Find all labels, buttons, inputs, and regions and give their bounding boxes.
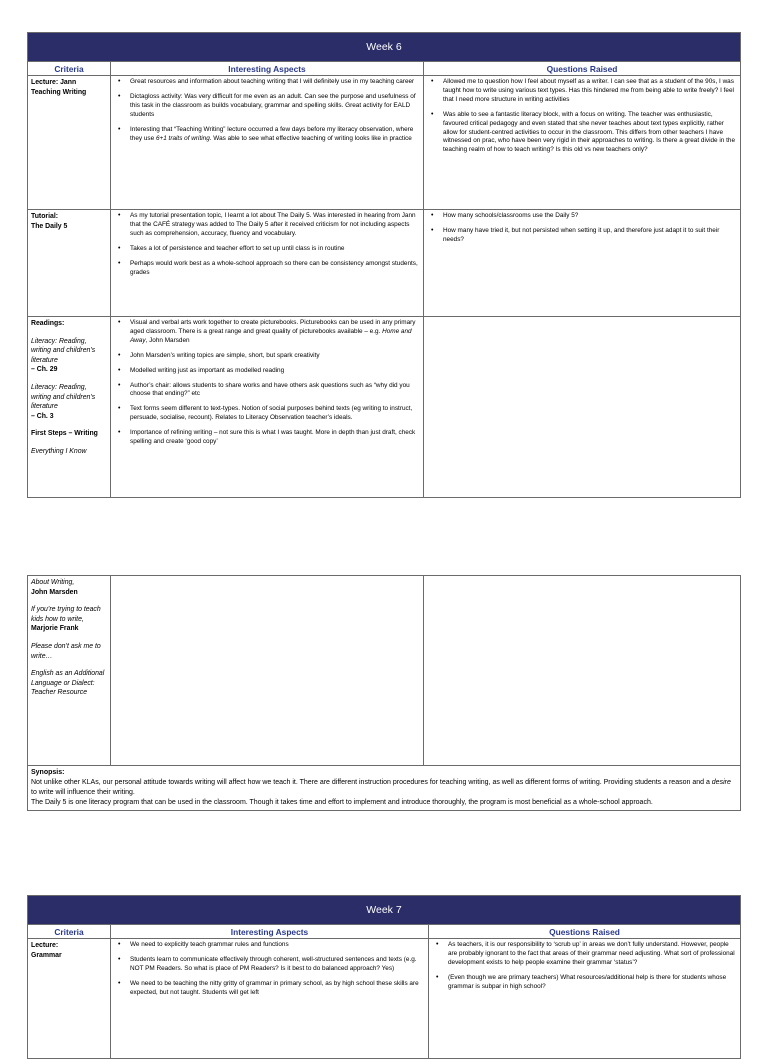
text-emphasis: 6+1 traits of writing xyxy=(155,134,210,142)
reading-reference: Please don’t ask me to write… xyxy=(31,642,101,660)
list-item: • (Even though we are primary teachers) What resources/additional help is there for students whose grammar is subpar in high school? xyxy=(432,974,737,992)
text: Interesting that “Teaching Writing” lecture occurred a few days before my literacy observation, where they use xyxy=(130,125,414,142)
week7-lecture-aspects xyxy=(111,939,429,1059)
reading-reference: Everything I Know xyxy=(31,447,87,455)
week6-lecture-criteria xyxy=(28,76,111,210)
list-item: • Was able to see a fantastic literacy block, with a focus on writing. The teacher was enthusiastic, favoured critical pedagogy and even stated that she never teaches about text types explicitly, rather allow for student-centred activities to occur in the classroom. This differs from other teachers I have witnessed on prac, who have been very rigid in their approaches to writing. Is there a great divide in the teaching realm of how to teach writing? Is this old vs new teachers only? xyxy=(427,111,737,156)
list-item: • As teachers, it is our responsibility to ‘scrub up’ in areas we don’t fully understand. However, people are probably ignorant to the fact that areas of their grammar need adjusting. What sort of professional development exists to help people examine their grammar ‘status’? xyxy=(432,941,737,968)
list-item: • Author’s chair: allows students to share works and have others ask questions such as “why did you choose that ending?” etc xyxy=(114,382,420,400)
week6-continued-table xyxy=(27,575,741,811)
list-item: • John Marsden’s writing topics are simple, short, but spark creativity xyxy=(114,352,420,361)
list-item: • Great resources and information about teaching writing that I will definitely use in my teaching career xyxy=(114,78,420,87)
week7-lecture-row xyxy=(28,939,741,1059)
lecture-topic: Grammar xyxy=(31,951,62,959)
synopsis-row xyxy=(28,766,741,811)
list-item: • How many have tried it, but not persisted when setting it up, and therefore just adapt it to suit their needs? xyxy=(427,227,737,245)
week6-tutorial-row xyxy=(28,210,741,317)
week6-tutorial-questions xyxy=(424,210,741,317)
list-item: • Takes a lot of persistence and teacher effort to set up until class is in routine xyxy=(114,245,420,254)
list-item: • Dictagloss activity: Was very difficult for me even as an adult. Can see the purpose and usefulness of this task in the classroom as builds vocabulary, grammar and spelling skills. Great activity for EALD students xyxy=(114,93,420,120)
synopsis-label: Synopsis: xyxy=(31,769,65,776)
list-item: • Perhaps would work best as a whole-school approach so there can be consistency amongst students, grades xyxy=(114,260,420,278)
reading-reference: If you’re trying to teach kids how to write, xyxy=(31,606,101,623)
lecture-label: Lecture: xyxy=(31,942,59,949)
synopsis-paragraph: The Daily 5 is one literacy program that can be used in the classroom. Though it takes time and effort to implement and introduce thoroughly, the program is most beneficial as a whole-school approach. xyxy=(31,799,653,806)
week6-table xyxy=(27,32,741,498)
criteria-header: Criteria xyxy=(28,62,111,76)
text-emphasis: desire xyxy=(711,779,731,786)
week7-lecture-questions xyxy=(429,939,741,1059)
tutorial-topic: The Daily 5 xyxy=(31,222,68,230)
reading-chapter: – Ch. 29 xyxy=(31,366,58,374)
week6-readings-row xyxy=(28,317,741,498)
list-item: • As my tutorial presentation topic, I learnt a lot about The Daily 5. Was interested in hearing from Jann that the CAFÉ strategy was added to The Daily 5 after it received criticism for not including aspects such as comprehension, accuracy, fluency and vocabulary. xyxy=(114,212,420,239)
list-item: • How many schools/classrooms use the Daily 5? xyxy=(427,212,737,221)
criteria-header: Criteria xyxy=(28,925,111,939)
reading-chapter: – Ch. 3 xyxy=(31,412,54,420)
text: Visual and verbal arts work together to create picturebooks. Picturebooks can be used in any primary aged classroom. There is a great range and great quality of picturebooks available – e.g. xyxy=(130,319,416,335)
list-item xyxy=(114,319,420,346)
readings-continued-aspects xyxy=(111,576,424,766)
week6-lecture-questions xyxy=(424,76,741,210)
week6-lecture-aspects xyxy=(111,76,424,210)
text: , John Marsden xyxy=(145,336,190,344)
synopsis-paragraph xyxy=(31,778,737,798)
readings-label: Readings: xyxy=(31,320,65,327)
text-emphasis: Home and Away xyxy=(130,327,412,344)
week6-title: Week 6 xyxy=(28,33,741,62)
questions-header: Questions Raised xyxy=(424,62,741,76)
readings-continued-questions xyxy=(424,576,741,766)
list-item: • Students learn to communicate effectively through coherent, well-structured sentences and texts (e.g. NOT PM Readers. So what is place of PM Readers? Is it best to do balanced approach? Yes) xyxy=(114,956,425,974)
week7-lecture-criteria xyxy=(28,939,111,1059)
lecture-label: Lecture: Jann xyxy=(31,79,77,86)
list-item: • Modelled writing just as important as modelled reading xyxy=(114,367,420,376)
reading-reference: English as an Additional Language or Dialect: Teacher Resource xyxy=(31,670,105,697)
reading-reference: Literacy: Reading, writing and children’s literature xyxy=(31,383,96,411)
text: Not unlike other KLAs, our personal attitude towards writing will affect how we teach it. There are different instruction procedures for teaching writing, as well as different forms of writing. Providing students a reason and a xyxy=(31,779,712,786)
reading-reference: First Steps – Writing xyxy=(31,430,98,438)
week6-lecture-row xyxy=(28,76,741,210)
readings-continued-row xyxy=(28,576,741,766)
text: . Was able to see what effective teaching of writing looks like in practice xyxy=(209,134,412,142)
week6-readings-questions xyxy=(424,317,741,498)
aspects-header: Interesting Aspects xyxy=(111,62,424,76)
synopsis xyxy=(28,766,741,811)
lecture-topic: Teaching Writing xyxy=(31,88,87,96)
week7-table xyxy=(27,895,741,1059)
week6-readings-criteria xyxy=(28,317,111,498)
week7-title: Week 7 xyxy=(28,896,741,925)
week6-tutorial-criteria xyxy=(28,210,111,317)
text: to write will influence their writing. xyxy=(31,789,135,796)
readings-continued-criteria xyxy=(28,576,111,766)
list-item: • Importance of refining writing – not sure this is what I was taught. More in depth than just draft, check spelling and create ‘good copy’ xyxy=(114,429,420,447)
week6-readings-aspects xyxy=(111,317,424,498)
tutorial-label: Tutorial: xyxy=(31,213,59,220)
week6-tutorial-aspects xyxy=(111,210,424,317)
list-item: • Allowed me to question how I feel about myself as a writer. I can see that as a student of the 90s, I was taught how to write using various text types. Has this hindered me from being able to write freely? I feel that I need more structure in writing activities xyxy=(427,78,737,105)
aspects-header: Interesting Aspects xyxy=(111,925,429,939)
reading-author: John Marsden xyxy=(31,588,78,596)
list-item: • Text forms seem different to text-types. Notion of social purposes behind texts (eg writing to instruct, persuade, socialise, recount). Relates to Literacy Observation teacher’s ideals. xyxy=(114,405,420,423)
reading-reference: About Writing, xyxy=(31,579,75,586)
list-item: • We need to explicitly teach grammar rules and functions xyxy=(114,941,425,950)
questions-header: Questions Raised xyxy=(429,925,741,939)
list-item: • We need to be teaching the nitty gritty of grammar in primary school, as by high school these skills are expected, but not taught. Students will get left xyxy=(114,980,425,998)
reading-reference: Literacy: Reading, writing and children’s literature xyxy=(31,337,96,364)
list-item xyxy=(114,126,420,144)
reading-author: Marjorie Frank xyxy=(31,625,79,633)
